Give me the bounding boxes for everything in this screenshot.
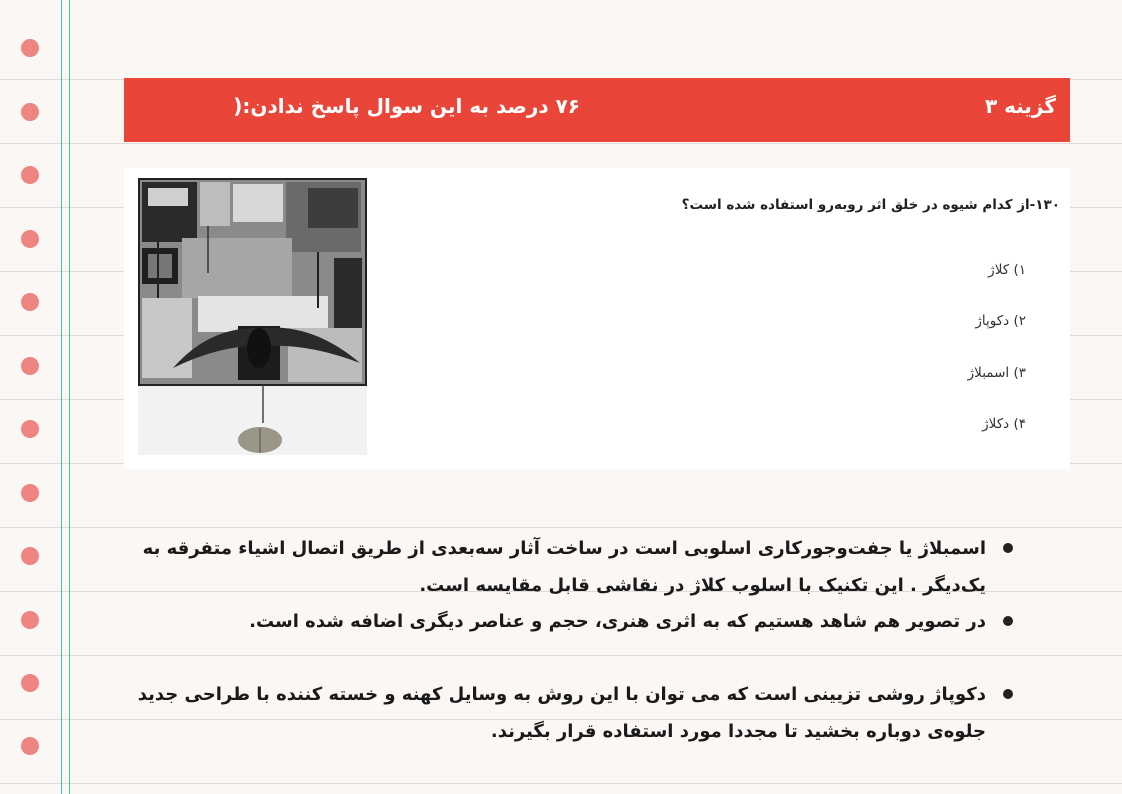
answer-banner (124, 78, 1070, 142)
binder-hole (21, 547, 39, 565)
option-3: ۳) اسمبلاژ (967, 365, 1026, 381)
binder-hole (21, 166, 39, 184)
artwork-image (138, 178, 367, 455)
binder-hole (21, 674, 39, 692)
answer-stat-text: ۷۶ درصد به این سوال پاسخ ندادن:( (233, 94, 580, 118)
binder-hole (21, 357, 39, 375)
explanation-list (136, 530, 1016, 604)
explanation-item (136, 676, 1016, 750)
explanation-item (136, 530, 1016, 604)
bullet-dot-icon (1003, 616, 1013, 626)
binder-hole (21, 737, 39, 755)
explanation-text: در تصویر هم شاهد هستیم که به اثری هنری، حجم و عناصر دیگری اضافه شده است. (249, 611, 986, 632)
binder-hole (21, 39, 39, 57)
explanation-text: اسمبلاژ یا جفت‌وجورکاری اسلوبی است در ساخت آثار سه‌بعدی از طریق اتصال اشیاء متفرقه به یک‌دیگر . این تکنیک با اسلوب کلاژ در نقاشی قابل مقایسه است. (142, 538, 986, 596)
margin-line-left (61, 0, 62, 794)
bullet-dot-icon (1003, 689, 1013, 699)
question-text: ۱۳۰-از کدام شیوه در خلق اثر روبه‌رو استفاده شده است؟ (681, 197, 1060, 213)
answer-option-label: گزینه ۳ (984, 94, 1056, 118)
option-1: ۱) کلاژ (988, 262, 1026, 278)
binder-hole (21, 230, 39, 248)
bullet-dot-icon (1003, 543, 1013, 553)
binder-hole (21, 611, 39, 629)
explanation-text: دکوپاژ روشی تزیینی است که می توان با این روش به وسایل کهنه و خسته کننده با طراحی جدید جلوه‌ی دوباره بخشید تا مجددا مورد استفاده قرار بگیرند. (137, 684, 986, 742)
binder-hole (21, 103, 39, 121)
explanation-list (136, 603, 1016, 640)
option-4: ۴) دکلاژ (982, 416, 1026, 432)
explanation-item (136, 603, 1016, 640)
explanation-list (136, 676, 1016, 750)
option-2: ۲) دکوپاژ (975, 313, 1026, 329)
margin-line-right (69, 0, 70, 794)
question-card (124, 168, 1070, 469)
binder-hole (21, 484, 39, 502)
binder-hole (21, 420, 39, 438)
binder-hole (21, 293, 39, 311)
